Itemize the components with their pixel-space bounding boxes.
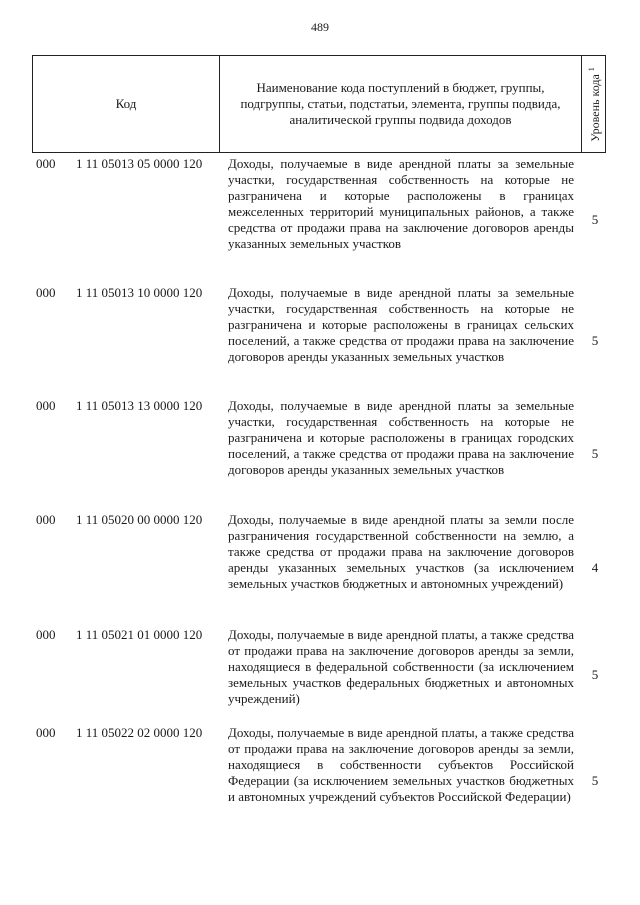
revenue-code: 1 11 05020 00 0000 120 xyxy=(76,512,203,527)
revenue-code: 1 11 05013 05 0000 120 xyxy=(76,156,203,171)
table-header xyxy=(32,55,606,153)
admin-code: 000 xyxy=(36,156,56,171)
code-level: 5 xyxy=(591,667,599,682)
page-number: 489 xyxy=(311,20,329,34)
revenue-code: 1 11 05013 10 0000 120 xyxy=(76,285,203,300)
revenue-code: 1 11 05022 02 0000 120 xyxy=(76,725,203,740)
revenue-description: Доходы, получаемые в виде арендной платы за земельные участки, государственная собственность на которые не разграничена и которые расположены в границах межселенных территорий муниципальных районов, а также средства от продажи права на заключение договоров аренды указанных земельных участков xyxy=(228,156,574,251)
footnote-marker: 1 xyxy=(587,66,597,71)
header-level-text: Уровень кода xyxy=(588,73,603,142)
code-level: 4 xyxy=(591,560,599,575)
admin-code: 000 xyxy=(36,725,56,740)
revenue-description: Доходы, получаемые в виде арендной платы за земли после разграничения государственной собственности на землю, а также средства от продажи права на заключение договоров аренды указанных земельных участков (за исключением земельных участков бюджетных и автономных учреждений) xyxy=(228,512,574,591)
code-level: 5 xyxy=(591,773,599,788)
header-level-label xyxy=(584,67,603,142)
admin-code: 000 xyxy=(36,285,56,300)
code-level: 5 xyxy=(591,446,599,461)
code-level: 5 xyxy=(591,333,599,348)
admin-code: 000 xyxy=(36,512,56,527)
revenue-description: Доходы, получаемые в виде арендной платы за земельные участки, государственная собственность на которые не разграничена и которые расположены в границах сельских поселений, а также средства от продажи права на заключение договоров аренды указанных земельных участков xyxy=(228,285,574,364)
revenue-code: 1 11 05021 01 0000 120 xyxy=(76,627,203,642)
code-level: 5 xyxy=(591,212,599,227)
revenue-description: Доходы, получаемые в виде арендной платы, а также средства от продажи права на заключение договоров аренды за земли, находящиеся в собственности субъектов Российской Федерации (за исключением земельных участков бюджетных и автономных учреждений субъектов Российской Федерации) xyxy=(228,725,574,804)
header-name: Наименование кода поступлений в бюджет, группы, подгруппы, статьи, подстатьи, элемента, группы подвида, аналитической группы подвида доходов xyxy=(220,56,582,152)
revenue-code: 1 11 05013 13 0000 120 xyxy=(76,398,203,413)
admin-code: 000 xyxy=(36,627,56,642)
revenue-description: Доходы, получаемые в виде арендной платы за земельные участки, государственная собственность на которые не разграничена и которые расположены в границах городских поселений, а также средства от продажи права на заключение договоров аренды указанных земельных участков xyxy=(228,398,574,477)
header-level xyxy=(582,56,606,152)
revenue-description: Доходы, получаемые в виде арендной платы, а также средства от продажи права на заключение договоров аренды за земли, находящиеся в федеральной собственности (за исключением земельных участков федеральных бюджетных и автономных учреждений) xyxy=(228,627,574,706)
admin-code: 000 xyxy=(36,398,56,413)
header-code: Код xyxy=(32,56,220,152)
